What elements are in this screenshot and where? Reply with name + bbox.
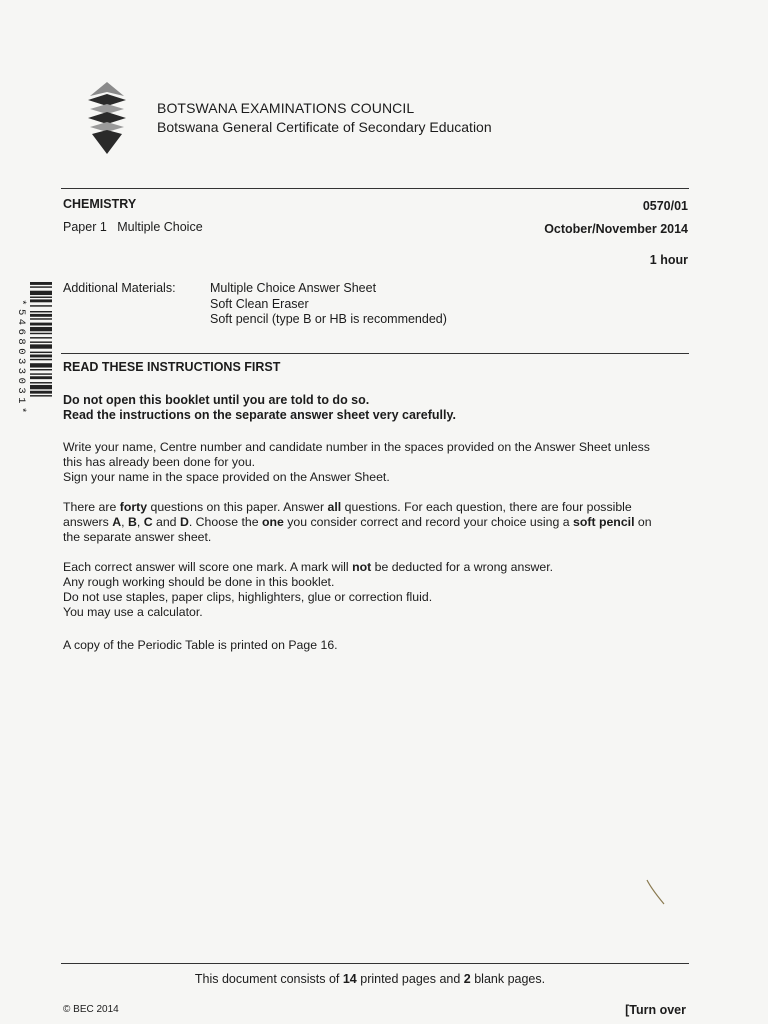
exam-session: October/November 2014 [544,222,688,236]
instruction-line: Each correct answer will score one mark. A mark will not be deducted for a wrong answer. [63,560,554,574]
exam-duration: 1 hour [649,253,688,267]
instruction-line: this has already been done for you. [63,455,256,469]
subject-title: CHEMISTRY [63,197,137,211]
instruction-line: answers A, B, C and D. Choose the one you consider correct and record your choice using a soft pencil on [63,515,652,529]
material-item: Multiple Choice Answer Sheet [210,281,377,295]
instructions-divider [61,353,689,354]
instruction-line: Any rough working should be done in this booklet. [63,575,335,589]
instruction-line: Sign your name in the space provided on the Answer Sheet. [63,470,390,484]
top-divider [61,188,689,189]
instruction-line: You may use a calculator. [63,605,203,619]
footer-divider [61,963,689,964]
instruction-line: the separate answer sheet. [63,530,212,544]
additional-materials-list [210,281,447,328]
instruction-line: Do not open this booklet until you are told to do so. [63,393,370,407]
bec-logo-icon [84,82,130,154]
instructions-paragraph-1 [63,440,693,485]
material-item: Soft pencil (type B or HB is recommended) [210,312,447,326]
paper-code: 0570/01 [642,199,688,213]
instruction-line: A copy of the Periodic Table is printed on Page 16. [63,638,338,652]
instructions-paragraph-3 [63,560,693,620]
instruction-line: Do not use staples, paper clips, highlighters, glue or correction fluid. [63,590,433,604]
pencil-mark-icon [644,878,668,908]
org-name: BOTSWANA EXAMINATIONS COUNCIL [157,100,415,116]
instructions-bold-lines [63,393,693,423]
certificate-title: Botswana General Certificate of Secondary Education [157,119,492,135]
copyright: © BEC 2014 [63,1004,119,1015]
page-count-note: This document consists of 14 printed pages and 2 blank pages. [194,972,546,986]
barcode-bars [30,282,56,434]
additional-materials-label: Additional Materials: [63,281,176,295]
material-item: Soft Clean Eraser [210,296,309,311]
barcode [8,282,52,434]
instructions-paragraph-2 [63,500,693,545]
paper-title: Paper 1 Multiple Choice [63,220,203,234]
instructions-heading: READ THESE INSTRUCTIONS FIRST [63,360,281,374]
instruction-line: Read the instructions on the separate answer sheet very carefully. [63,408,456,422]
instructions-paragraph-4 [63,638,693,653]
instruction-line: There are forty questions on this paper. Answer all questions. For each question, there are four possible [63,500,632,514]
turn-over: [Turn over [625,1003,686,1017]
barcode-number: *5468033031* [15,299,27,417]
instruction-line: Write your name, Centre number and candidate number in the spaces provided on the Answer Sheet unless [63,440,650,454]
